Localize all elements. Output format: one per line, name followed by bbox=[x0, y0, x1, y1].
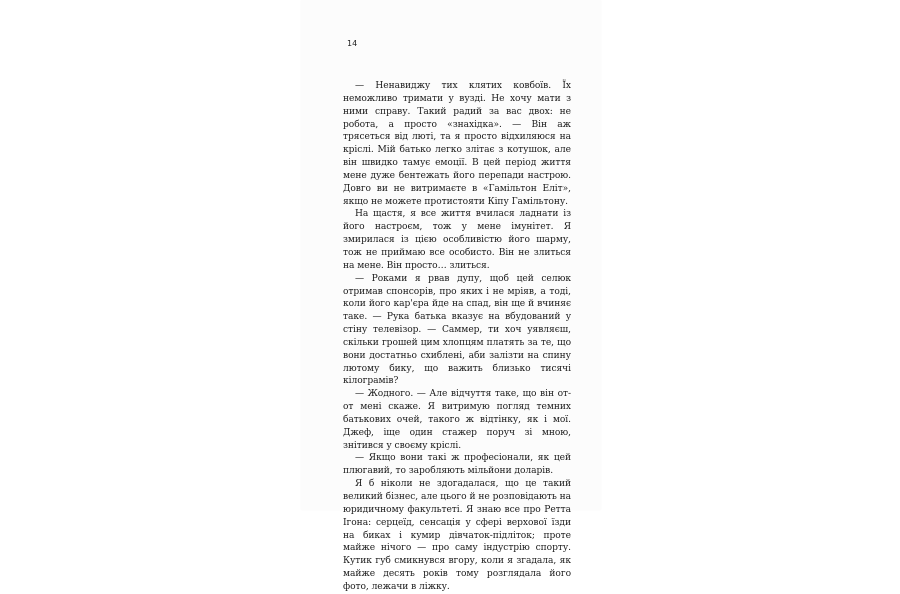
body-text bbox=[343, 80, 571, 594]
paragraph: Я б ніколи не здогадалася, що це такий великий бізнес, але цього й не розповідають на юридичному факультеті. Я знаю все про Ретта Ігона: серцеїд, сенсація у сфері верхової їзди на биках і кумир дівчаток-підліток; проте майже нічого — про саму індустрію спорту. Кутик губ смикнувся вгору, коли я згадала, як майже десять років тому розглядала його фото, лежачи в ліжку. bbox=[343, 479, 571, 592]
paragraph: — Роками я рвав дупу, щоб цей селюк отримав спонсорів, про яких і не мріяв, а тоді, коли його кар'єра йде на спад, він ще й вчиняє таке. — Рука батька вказує на вбудований у стіну телевізор. — Саммер, ти хоч уявляєш, скільки грошей цим хлопцям платять за те, що вони достатньо схиблені, аби залізти на спину лютому бику, що важить близько тисячі кілограмів? bbox=[343, 273, 571, 387]
paragraph: На щастя, я все життя вчилася ладнати із його настроєм, тож у мене імунітет. Я змирилася із цією особливістю його шарму, тож не приймаю все особисто. Він не злиться на мене. Він просто… злиться. bbox=[343, 209, 571, 271]
paragraph: — Жодного. — Але відчуття таке, що він от-от мені скаже. Я витримую погляд темних батькових очей, такого ж відтінку, як і мої. Джеф, іще один стажер поруч зі мною, знітився у своєму кріслі. bbox=[343, 389, 571, 451]
page-number: 14 bbox=[347, 39, 358, 48]
paragraph: — Якщо вони такі ж професіонали, як цей плюгавий, то заробляють мільйони доларів. bbox=[343, 453, 571, 477]
paragraph: — Ненавиджу тих клятих ковбоїв. Їх неможливо тримати у вузді. Не хочу мати з ними справу. Такий радий за вас двох: не робота, а просто «знахідка». — Він аж трясеться від люті, та я просто відхиляюся на кріслі. Мій батько легко злітає з котушок, але він швидко тамує емоції. В цей період життя мене дуже бентежать його перепади настрою. Довго ви не витримаєте в «Гамільтон Еліт», якщо не можете протистояти Кіпу Гамільтону. bbox=[343, 81, 571, 207]
book-page bbox=[301, 0, 601, 592]
